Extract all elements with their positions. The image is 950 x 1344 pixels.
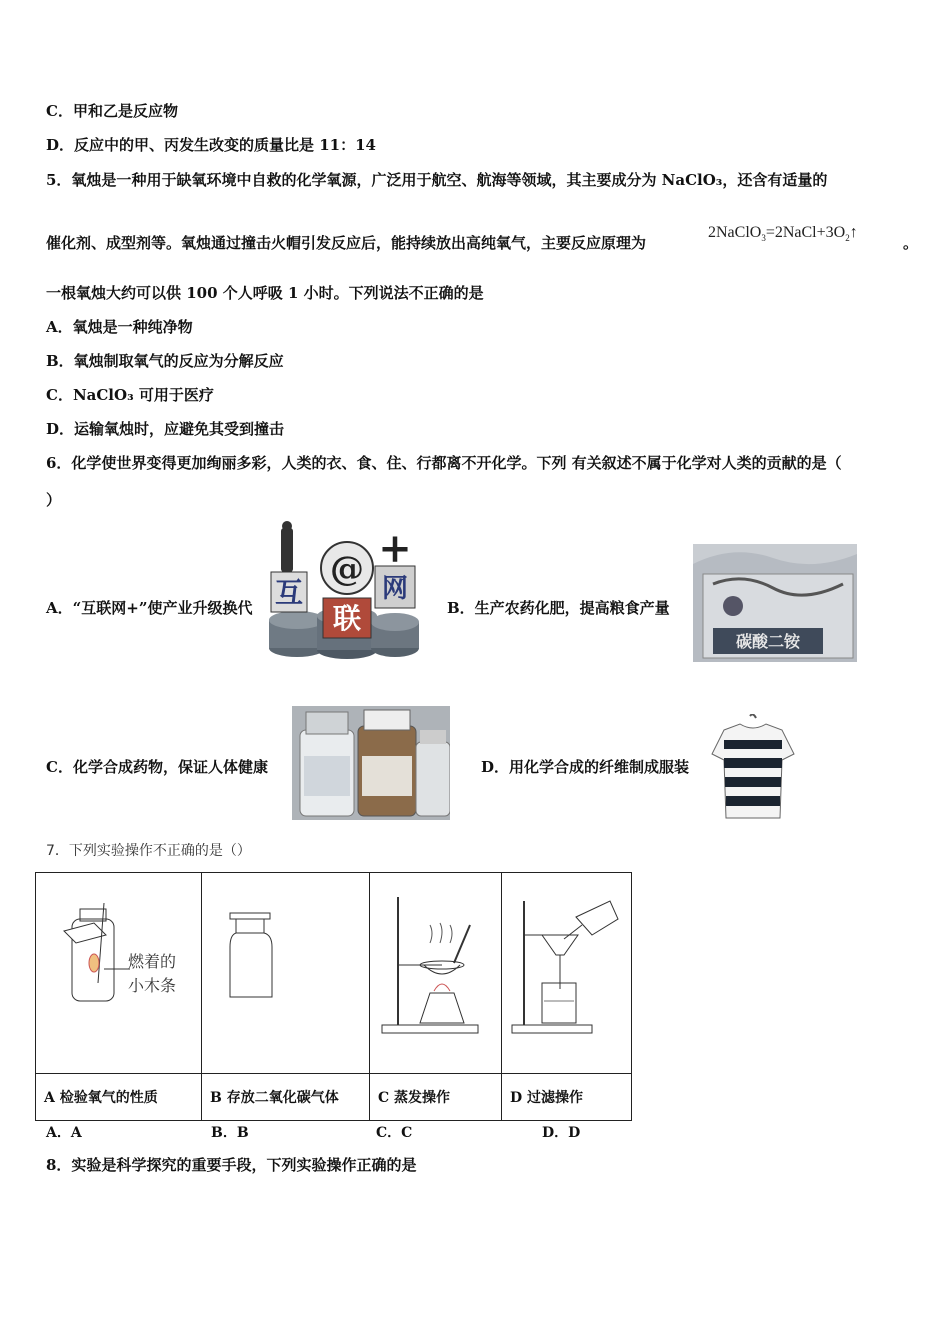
medicine-bottles-image [292,706,450,820]
q5-stem-line2-end: 。 [903,234,919,252]
block-char-hu: 互 [274,576,304,609]
q6-stem-line2: ） [46,491,62,509]
label-wood-strip: 小木条 [128,976,177,995]
fertilizer-bag-image [693,544,857,662]
q7-option-b: B．B [211,1125,249,1141]
q4-option-c: C．甲和乙是反应物 [46,102,178,120]
label-burning: 燃着的 [128,952,177,971]
q6-option-b: B．生产农药化肥，提高粮食产量 [447,599,670,617]
q7-option-d: D．D [542,1125,581,1141]
q6-option-a: A．“互联网+”使产业升级换代 [46,599,253,617]
block-char-lian: 联 [332,602,362,635]
caption-c: C 蒸发操作 [370,1074,502,1121]
q6-option-c: C．化学合成药物，保证人体健康 [46,758,268,776]
q5-stem-line2: 催化剂、成型剂等。氧烛通过撞击火帽引发反应后，能持续放出高纯氧气，主要反应原理为 [46,234,647,252]
q5-option-a: A．氧烛是一种纯净物 [46,318,193,336]
plus-icon: + [378,525,412,572]
diagram-cell-c [370,873,502,1074]
q7-experiment-table [35,872,632,1121]
q7-option-c: C．C [376,1125,413,1141]
q6-stem-line1: 6．化学使世界变得更加绚丽多彩，人类的衣、食、住、行都离不开化学。下列 有关叙述不属于化学对人类的贡献的是（ [46,454,842,472]
q5-stem-line1: 5．氧烛是一种用于缺氧环境中自救的化学氧源，广泛用于航空、航海等领域，其主要成分为 NaClO₃，还含有适量的 [46,171,828,189]
bag-label-text: 碳酸二铵 [735,632,801,651]
q5-option-c: C．NaClO₃ 可用于医疗 [46,386,214,404]
block-char-wang: 网 [381,574,409,604]
diagram-cell-d [502,873,632,1074]
q7-option-a: A．A [46,1125,82,1141]
q5-stem-line3: 一根氧烛大约可以供 100 个人呼吸 1 小时。下列说法不正确的是 [46,284,484,302]
caption-d: D 过滤操作 [502,1074,632,1121]
formula-products: =2NaCl+3O [765,224,846,241]
q7-stem: 7．下列实验操作不正确的是（） [46,843,251,859]
formula-reactant-subscript: 3 [761,233,766,244]
internet-plus-image [267,520,419,662]
q5-option-b: B．氧烛制取氧气的反应为分解反应 [46,352,284,370]
q5-option-d: D．运输氧烛时，应避免其受到撞击 [46,420,285,438]
diagram-cell-b [202,873,370,1074]
diagram-cell-a [36,873,202,1074]
q8-stem: 8．实验是科学探究的重要手段，下列实验操作正确的是 [46,1156,417,1174]
reaction-equation [708,224,858,243]
caption-b: B 存放二氧化碳气体 [202,1074,370,1121]
formula-product-subscript: 2 [845,233,850,244]
q6-option-d: D．用化学合成的纤维制成服装 [481,758,690,776]
formula-reactant: 2NaClO [708,224,762,241]
q4-option-d: D．反应中的甲、丙发生改变的质量比是 11：14 [46,136,376,154]
striped-shirt-image [710,714,796,820]
gas-arrow-icon: ↑ [849,224,858,241]
at-sign-icon: @ [330,549,364,589]
caption-a: A 检验氧气的性质 [36,1074,202,1121]
